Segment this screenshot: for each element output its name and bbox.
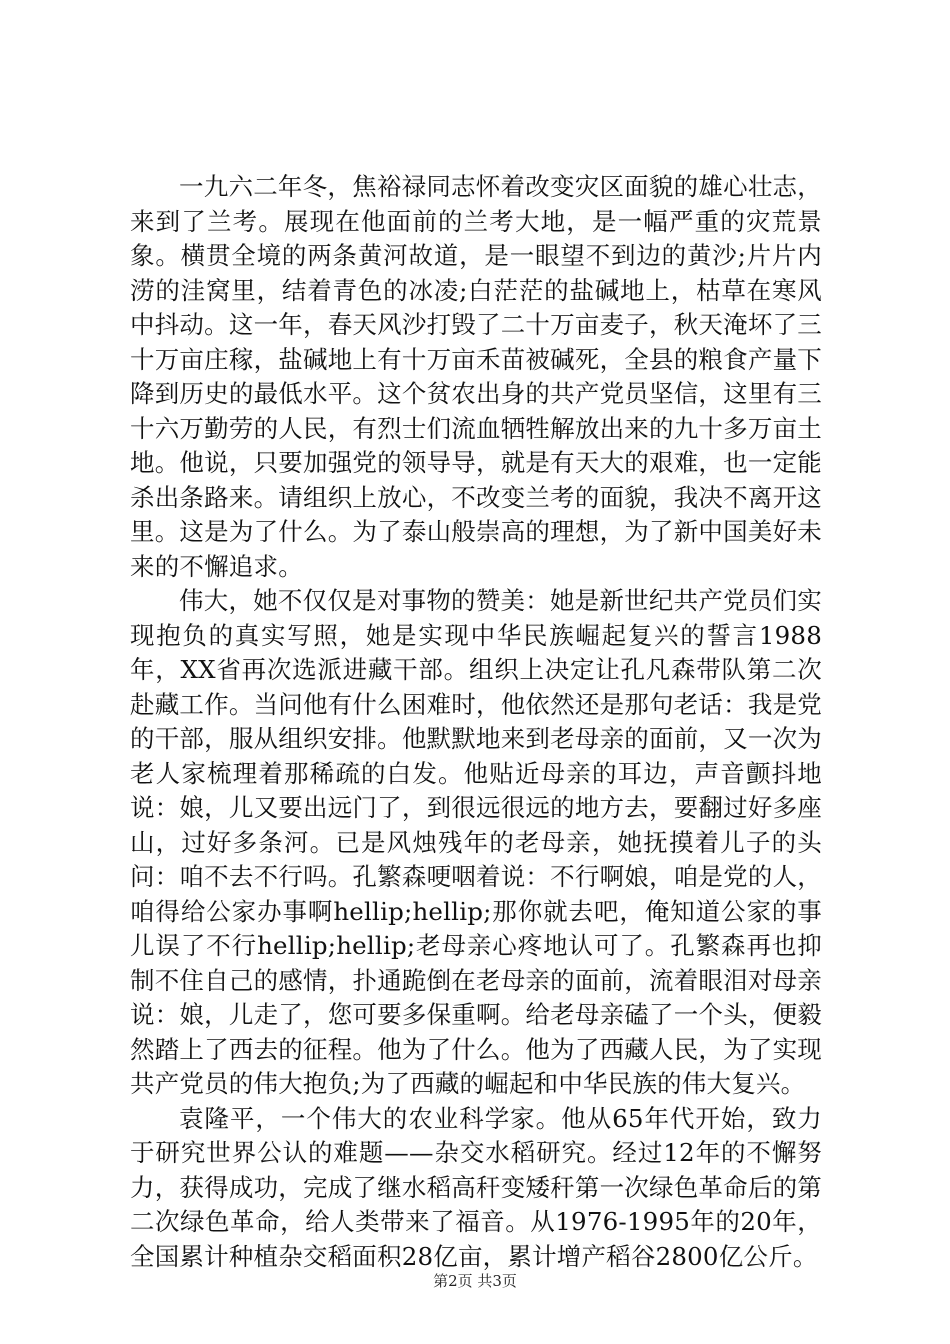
document-body: [130, 170, 822, 1274]
paragraph-kong-fansen: 伟大，她不仅仅是对事物的赞美：她是新世纪共产党员们实现抱负的真实写照，她是实现中华民族崛起复兴的誓言1988年，XX省再次选派进藏干部。组织上决定让孔凡森带队第二次赴藏工作。当问他有什么困难时，他依然还是那句老话：我是党的干部，服从组织安排。他默默地来到老母亲的面前，又一次为老人家梳理着那稀疏的白发。他贴近母亲的耳边，声音颤抖地说：娘，儿又要出远门了，到很远很远的地方去，要翻过好多座山，过好多条河。已是风烛残年的老母亲，她抚摸着儿子的头问：咱不去不行吗。孔繁森哽咽着说：不行啊娘，咱是党的人，咱得给公家办事啊hellip;hellip;那你就去吧，俺知道公家的事儿误了不行hellip;hellip;老母亲心疼地认可了。孔繁森再也抑制不住自己的感情，扑通跪倒在老母亲的面前，流着眼泪对母亲说：娘，儿走了，您可要多保重啊。给老母亲磕了一个头，便毅然踏上了西去的征程。他为了什么。他为了西藏人民，为了实现共产党员的伟大抱负;为了西藏的崛起和中华民族的伟大复兴。: [130, 586, 822, 1098]
page-number-footer: 第2页 共3页: [433, 1272, 517, 1290]
paragraph-jiao-yulu: 一九六二年冬，焦裕禄同志怀着改变灾区面貌的雄心壮志，来到了兰考。展现在他面前的兰考大地，是一幅严重的灾荒景象。横贯全境的两条黄河故道，是一眼望不到边的黄沙;片片内涝的洼窝里，结着青色的冰凌;白茫茫的盐碱地上，枯草在寒风中抖动。这一年，春天风沙打毁了二十万亩麦子，秋天淹坏了三十万亩庄稼，盐碱地上有十万亩禾苗被碱死，全县的粮食产量下降到历史的最低水平。这个贫农出身的共产党员坚信，这里有三十六万勤劳的人民，有烈士们流血牺牲解放出来的九十多万亩土地。他说，只要加强党的领导导，就是有天大的艰难，也一定能杀出条路来。请组织上放心，不改变兰考的面貌，我决不离开这里。这是为了什么。为了泰山般崇高的理想，为了新中国美好未来的不懈追求。: [130, 172, 822, 581]
paragraph-yuan-longping: 袁隆平，一个伟大的农业科学家。他从65年代开始，致力于研究世界公认的难题——杂交水稻研究。经过12年的不懈努力，获得成功，完成了继水稻高秆变矮秆第一次绿色革命后的第二次绿色革命，给人类带来了福音。从1976-1995年的20年，全国累计种植杂交稻面积28亿亩，累计增产稻谷2800亿公斤。: [130, 1103, 822, 1271]
